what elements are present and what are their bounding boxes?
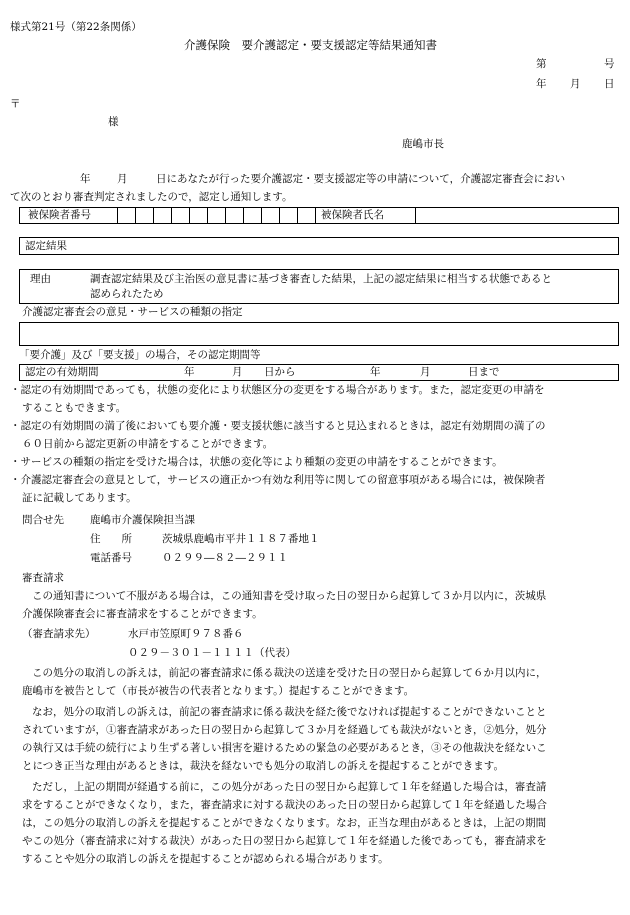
note-3-line-1: ・サービスの種類の指定を受けた場合は，状態の変化等により種類の変更の申請をすることができます。 [10, 456, 503, 468]
appeal-destination-phone: ０２９－３０１－１１１１（代表） [128, 647, 296, 659]
opinion-box [19, 322, 619, 346]
period-from: 日から [264, 366, 296, 378]
appeal-destination-address: 水戸市笠原町９７８番６ [128, 628, 244, 640]
doc-number-prefix: 第 [536, 58, 547, 70]
appeal-p2-line-2: 鹿嶋市を被告として（市長が被告の代表者となります。）提起することができます。 [22, 685, 415, 697]
reason-line-2: 認められたため [90, 288, 164, 300]
period-heading: 「要介護」及び「要支援」の場合，その認定期間等 [19, 349, 261, 361]
opinion-heading: 介護認定審査会の意見・サービスの種類の指定 [22, 306, 243, 318]
period-start-month: 月 [232, 366, 243, 378]
validity-period-row [19, 364, 619, 381]
form-number: 様式第21号（第22条関係） [10, 21, 142, 33]
certification-result-label: 認定結果 [25, 240, 67, 252]
intro-month: 月 [117, 173, 128, 185]
appeal-p3-line-4: とにつき正当な理由があるときは，裁決を経ないでも処分の取消しの訴えを提起することができます。 [22, 760, 504, 772]
appeal-destination-label: （審査請求先） [22, 628, 96, 640]
appeal-heading: 審査請求 [22, 572, 64, 584]
validity-period-label: 認定の有効期間 [25, 366, 99, 378]
postal-mark: 〒 [10, 98, 21, 110]
reason-line-1: 調査認定結果及び主治医の意見書に基づき審査した結果，上記の認定結果に相当する状態であると [90, 273, 552, 285]
note-2-line-1: ・認定の有効期間の満了後においても要介護・要支援状態に該当すると見込まれるときは，認定有効期間の満了の [10, 420, 546, 432]
note-4-line-1: ・介護認定審査会の意見として，サービスの適正かつ有効な利用等に関しての留意事項がある場合には，被保険者 [10, 474, 546, 486]
period-end-month: 月 [420, 366, 431, 378]
issue-year-label: 年 [536, 78, 547, 90]
appeal-p4-line-3: は，この処分の取消しの訴えを提起することができなくなります。なお，正当な理由があるときは，上記の期間 [22, 817, 547, 829]
note-2-line-2: ６０日前から認定更新の申請をすることができます。 [22, 438, 274, 450]
issuer-name: 鹿嶋市長 [402, 138, 444, 150]
period-until: 日まで [468, 366, 500, 378]
appeal-p3-line-3: の執行又は手続の続行により生ずる著しい損害を避けるための緊急の必要があるとき，③その他裁決を経ないこ [22, 742, 547, 754]
contact-phone: ０２９９―８２―２９１１ [162, 552, 288, 564]
certification-result-box [19, 237, 619, 255]
doc-number-suffix: 号 [604, 58, 615, 70]
period-end-year: 年 [370, 366, 381, 378]
appeal-p4-line-4: やこの処分（審査請求に対する裁決）があった日の翌日から起算して１年を経過した後であっても，審査請求を [22, 835, 547, 847]
appeal-p4-line-5: することや処分の取消しの訴えを提起することが認められる場合があります。 [22, 853, 389, 865]
note-1-line-2: することもできます。 [22, 402, 127, 414]
document-title: 介護保険 要介護認定・要支援認定等結果通知書 [184, 38, 437, 52]
insured-number-label: 被保険者番号 [28, 209, 91, 221]
appeal-p4-line-2: 求をすることができなくなり，また，審査請求に対する裁決のあった日の翌日から起算して１年を経過した場合 [22, 799, 547, 811]
note-1-line-1: ・認定の有効期間であっても，状態の変化により状態区分の変更をする場合があります。また，認定変更の申請を [10, 384, 545, 396]
appeal-p1-line-2: 介護保険審査会に審査請求をすることができます。 [22, 608, 263, 620]
issue-day-label: 日 [604, 78, 615, 90]
period-start-year: 年 [184, 366, 195, 378]
intro-line-2: て次のとおり審査判定されましたので，認定し通知します。 [10, 191, 293, 203]
insured-info-row [19, 207, 619, 224]
contact-phone-label: 電話番号 [90, 552, 132, 564]
intro-year: 年 [80, 173, 91, 185]
appeal-p2-line-1: この処分の取消しの訴えは，前記の審査請求に係る裁決の送達を受けた日の翌日から起算して６か月以内に， [32, 667, 547, 679]
appeal-p4-line-1: ただし，上記の期間が経過する前に，この処分があった日の翌日から起算して１年を経過した場合は，審査請 [32, 781, 547, 793]
contact-label: 問合せ先 [22, 514, 64, 526]
appeal-p3-line-2: されていますが，①審査請求があった日の翌日から起算して３か月を経過しても裁決がないとき，②処分，処分 [22, 724, 547, 736]
contact-dept: 鹿嶋市介護保険担当課 [90, 514, 195, 526]
reason-box [19, 269, 619, 304]
note-4-line-2: 証に記載してあります。 [22, 492, 137, 504]
addressee-honorific: 様 [108, 116, 119, 128]
intro-line-1: 日にあなたが行った要介護認定・要支援認定等の申請について，介護認定審査会におい [156, 173, 566, 185]
issue-month-label: 月 [570, 78, 581, 90]
contact-address: 茨城県鹿嶋市平井１１８７番地１ [162, 533, 320, 545]
contact-address-label: 住 所 [90, 533, 132, 545]
appeal-p3-line-1: なお，処分の取消しの訴えは，前記の審査請求に係る裁決を経た後でなければ提起することができないことと [32, 706, 547, 718]
reason-label: 理由 [30, 273, 51, 285]
appeal-p1-line-1: この通知書について不服がある場合は，この通知書を受け取った日の翌日から起算して３か月以内に，茨城県 [32, 590, 547, 602]
insured-name-label: 被保険者氏名 [321, 209, 384, 221]
